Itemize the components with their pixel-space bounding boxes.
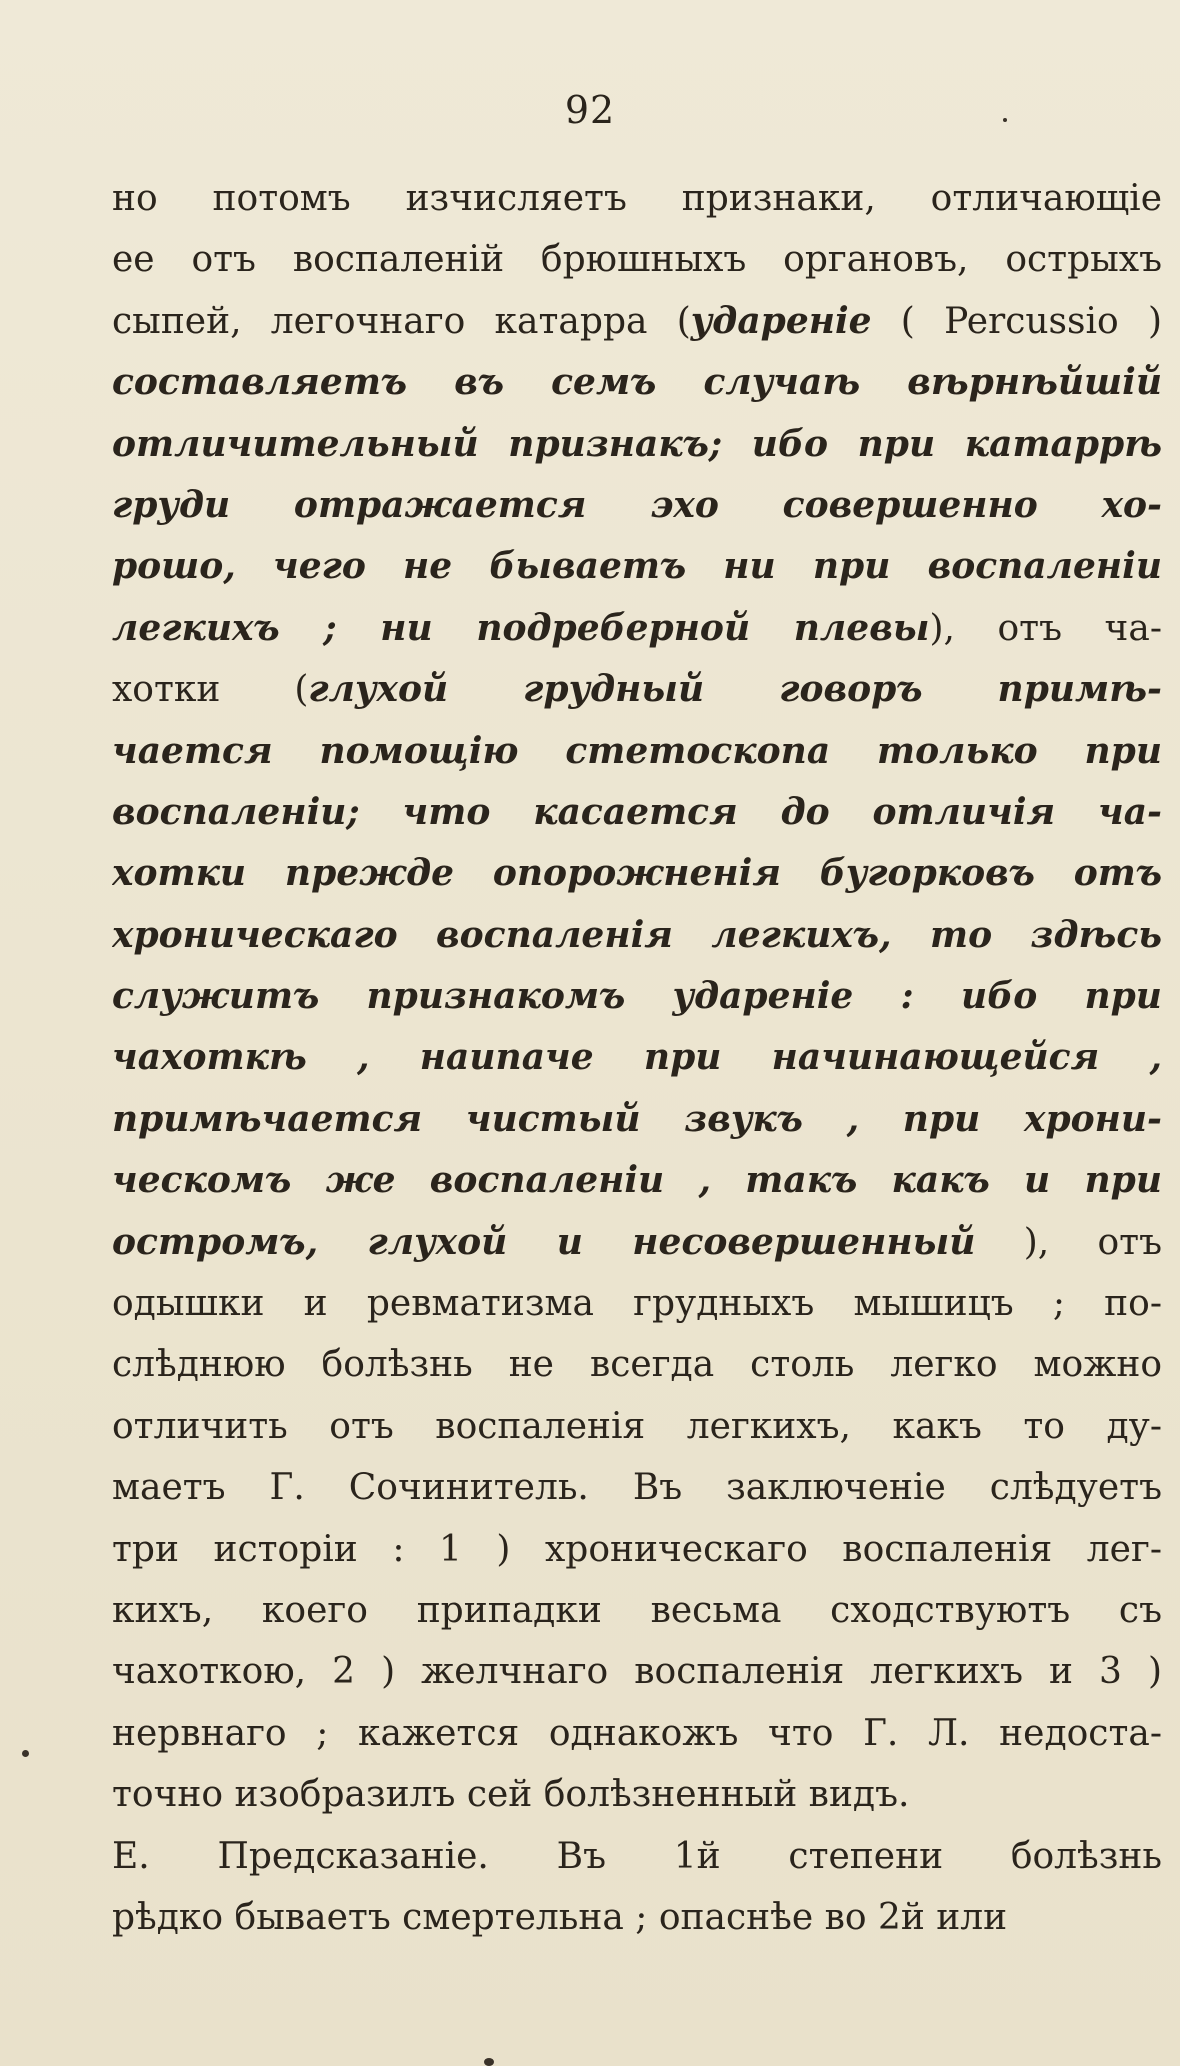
text-line	[112, 721, 1162, 782]
text-line	[112, 475, 1162, 536]
text-line	[112, 291, 1162, 352]
text-line	[112, 1887, 1162, 1948]
text-line	[112, 1089, 1162, 1150]
italic-text: составляетъ въ семъ случаѣ вѣрнѣйшій	[112, 361, 1162, 404]
italic-text: служитъ признакомъ удареніе : ибо при	[112, 975, 1162, 1018]
text-segment: точно изобразилъ сей болѣзненный видъ.	[112, 1774, 910, 1816]
text-line	[112, 1027, 1162, 1088]
text-line	[112, 1764, 1162, 1825]
text-line	[112, 1212, 1162, 1273]
text-segment: ), отъ	[975, 1221, 1162, 1263]
italic-text: чахоткѣ , наипаче при начинающейся ,	[112, 1036, 1162, 1079]
text-segment: одышки и ревматизма грудныхъ мышицъ ; по-	[112, 1283, 1162, 1325]
text-line	[112, 1334, 1162, 1395]
italic-text: чается помощію стетоскопа только при	[112, 729, 1162, 772]
text-line	[112, 598, 1162, 659]
text-line	[112, 1273, 1162, 1334]
text-line	[112, 1457, 1162, 1518]
italic-text: отличительный признакъ; ибо при катаррѣ	[112, 422, 1162, 465]
italic-text: глухой грудный говоръ примѣ-	[308, 668, 1162, 711]
text-segment: отличить отъ воспаленія легкихъ, какъ то ду-	[112, 1405, 1162, 1447]
italic-text: груди отражается эхо совершенно хо-	[112, 483, 1162, 526]
text-line	[112, 1641, 1162, 1702]
text-line	[112, 782, 1162, 843]
text-line	[112, 1703, 1162, 1764]
body-text	[112, 168, 1162, 1948]
text-line	[112, 659, 1162, 720]
text-segment: слѣднюю болѣзнь не всегда столь легко можно	[112, 1344, 1162, 1386]
text-line	[112, 1580, 1162, 1641]
text-segment: хотки (	[112, 669, 309, 711]
text-line	[112, 536, 1162, 597]
text-line	[112, 905, 1162, 966]
text-line	[112, 1826, 1162, 1887]
text-segment: ее отъ воспаленій брюшныхъ органовъ, острыхъ	[112, 239, 1162, 281]
text-segment: три исторіи : 1 ) хроническаго воспаленія лег-	[112, 1528, 1162, 1570]
text-segment: чахоткою, 2 ) желчнаго воспаленія легкихъ и 3 )	[112, 1651, 1162, 1693]
text-line	[112, 229, 1162, 290]
italic-text: хроническаго воспаленія легкихъ, то здѣсь	[112, 913, 1162, 956]
text-line	[112, 1396, 1162, 1457]
italic-text: остромъ, глухой и несовершенный	[112, 1220, 976, 1263]
italic-text: хотки прежде опорожненія бугорковъ отъ	[112, 852, 1162, 895]
ink-speck	[484, 2058, 494, 2066]
text-line	[112, 168, 1162, 229]
page-number: 92	[564, 88, 616, 132]
text-line	[112, 966, 1162, 1027]
text-segment: но потомъ изчисляетъ признаки, отличающіе	[112, 178, 1162, 219]
text-line	[112, 843, 1162, 904]
text-segment: ( Percussio )	[871, 300, 1162, 342]
text-segment: кихъ, коего припадки весьма сходствуютъ съ	[112, 1589, 1162, 1631]
italic-text: удареніе	[690, 299, 872, 342]
text-line	[112, 1150, 1162, 1211]
text-segment: ), отъ ча-	[929, 607, 1162, 649]
text-line	[112, 414, 1162, 475]
italic-text: легкихъ ; ни подреберной плевы	[112, 606, 930, 649]
text-line	[112, 1519, 1162, 1580]
text-line	[112, 352, 1162, 413]
italic-text: примѣчается чистый звукъ , при хрони-	[112, 1097, 1162, 1140]
italic-text: ческомъ же воспаленіи , такъ какъ и при	[112, 1159, 1162, 1202]
text-segment: рѣдко бываетъ смертельна ; опаснѣе во 2й или	[112, 1896, 1008, 1938]
text-segment: нервнаго ; кажется однакожъ что Г. Л. недоста-	[112, 1712, 1162, 1754]
text-segment: Е. Предсказаніе. Въ 1й степени болѣзнь	[112, 1835, 1162, 1877]
italic-text: воспаленіи; что касается до отличія ча-	[112, 790, 1162, 833]
ink-speck	[22, 1750, 29, 1757]
italic-text: рошо, чего не бываетъ ни при воспаленіи	[112, 545, 1162, 588]
text-segment: маетъ Г. Сочинитель. Въ заключеніе слѣдуетъ	[112, 1467, 1162, 1509]
text-segment: сыпей, легочнаго катарра (	[112, 300, 691, 342]
